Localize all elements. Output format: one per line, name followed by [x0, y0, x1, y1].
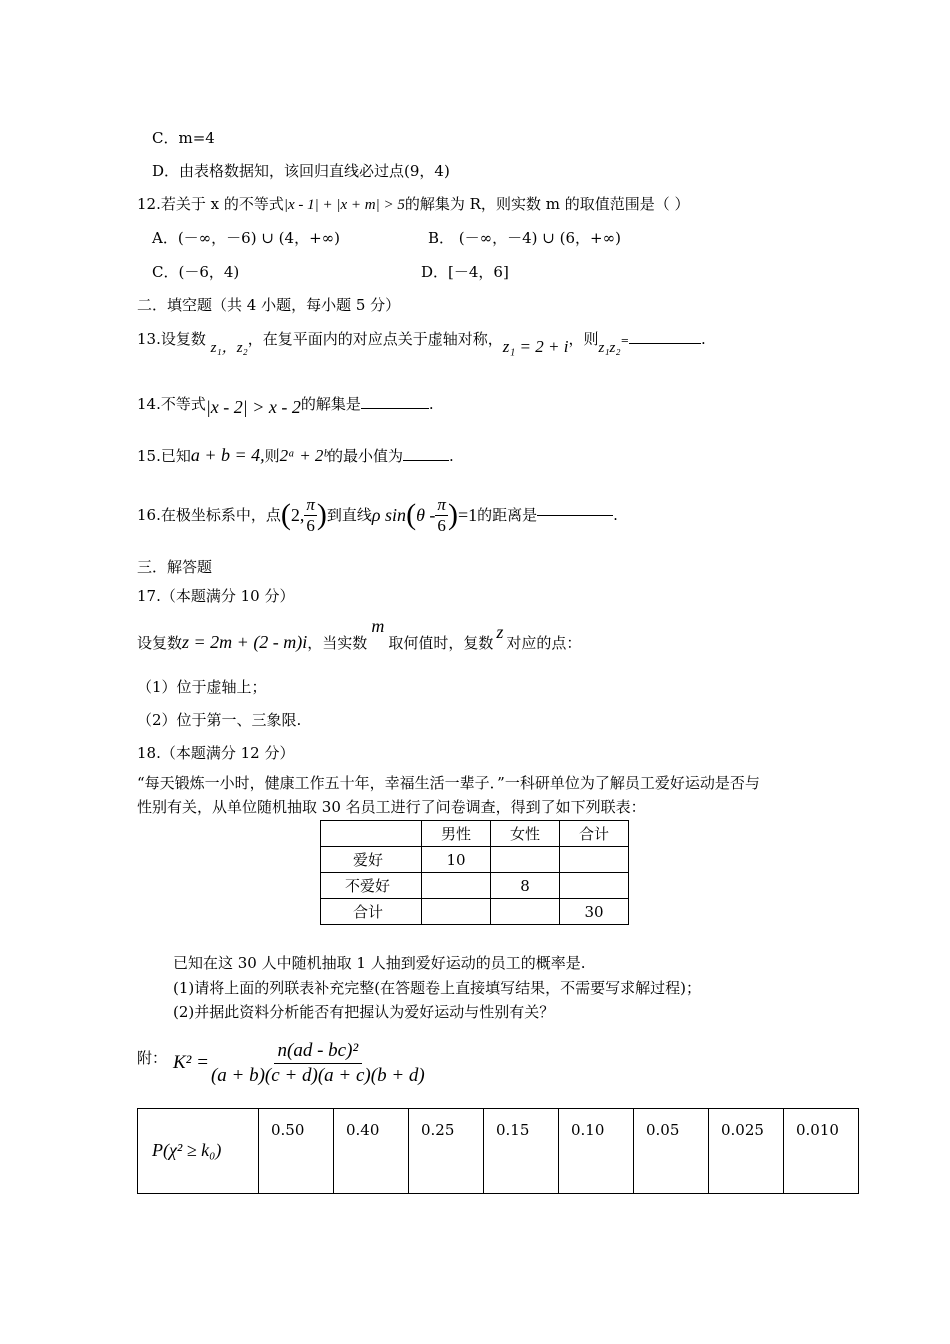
- q16-right-paren: ): [316, 498, 327, 531]
- table-cell: [560, 847, 629, 873]
- q16-left-paren: (: [280, 498, 291, 531]
- q16-theta: θ -: [416, 505, 436, 525]
- p-value-cell: 0.010: [784, 1109, 859, 1194]
- table-row: [138, 1109, 859, 1194]
- q18-header: 18.（本题满分 12 分）: [137, 744, 295, 762]
- q16-angle-fraction: [304, 495, 317, 536]
- table-cell: [491, 847, 560, 873]
- q17-mid3: 对应的点：: [506, 634, 582, 652]
- q16-stem: 16.在极坐标系中，点(2, $\frac{\pi}{6}$ )到直线ρ sin(θ - $\frac{\pi}{6}$ )=1的距离是 .: [137, 494, 618, 535]
- table-header-cell: [321, 821, 422, 847]
- critical-value-table: [137, 1108, 859, 1194]
- q17-z-expression: z = 2m + (2 - m)i: [182, 632, 308, 652]
- table-header-row: [321, 821, 629, 847]
- table-cell: 不爱好: [321, 873, 422, 899]
- section-solve-heading: 三．解答题: [137, 558, 213, 576]
- q16-answer-blank: [537, 515, 613, 516]
- q18-text5: (2)并据此资料分析能否有把握认为爱好运动与性别有关？: [173, 1003, 555, 1021]
- table-header-cell: 女性: [491, 821, 560, 847]
- q12-option-b: B． (－∞，－4) ∪ (6，+∞): [428, 229, 621, 247]
- q18-text4: (1)请将上面的列联表补充完整(在答题卷上直接填写结果，不需要写求解过程)；: [173, 979, 701, 997]
- q15-then: 则: [264, 447, 280, 465]
- p-header-cell: P(χ² ≥ k₀): [138, 1109, 259, 1194]
- q15-answer-blank: [403, 460, 449, 461]
- q16-line-left-paren: (: [406, 498, 417, 531]
- q15-stem: 15.已知a + b = 4,则2ᵃ + 2ᵇ的最小值为 .: [137, 445, 454, 465]
- table-cell: [422, 899, 491, 925]
- q14-expression: |x - 2| > x - 2: [205, 397, 301, 417]
- k2-symbol: K² =: [173, 1052, 209, 1073]
- table-cell: [491, 899, 560, 925]
- q16-line-pre: ρ sin: [371, 505, 407, 525]
- q16-pi: π: [306, 494, 315, 514]
- q16-middle: 到直线: [326, 506, 372, 524]
- q13-given: z₁ = 2 + i: [502, 337, 569, 356]
- q12-stem: [137, 194, 689, 215]
- q13-z1-z2: z₁，z₂: [210, 340, 248, 356]
- q13-stem: 13.设复数 z₁，z₂，在复平面内的对应点关于虚轴对称，z₁ = 2 + i，则z₁z₂= .: [137, 330, 706, 356]
- table-header-cell: 合计: [560, 821, 629, 847]
- k2-denominator: (a + b)(c + d)(a + c)(b + d): [210, 1064, 425, 1086]
- q15-expression: 2ᵃ + 2ᵇ: [279, 446, 328, 465]
- q17-header: 17.（本题满分 10 分）: [137, 587, 295, 605]
- q17-part1: （1）位于虚轴上；: [137, 678, 267, 696]
- q14-prefix: 14.不等式: [137, 395, 206, 413]
- q12-option-d: D．[－4，6]: [421, 263, 509, 281]
- q12-expression: |x - 1| + |x + m| > 5: [283, 197, 405, 213]
- p-value-cell: 0.50: [259, 1109, 334, 1194]
- q17-z: z: [496, 622, 504, 642]
- q16-line-post: =1: [457, 505, 478, 525]
- q17-prefix: 设复数: [137, 634, 183, 652]
- q15-condition: a + b = 4,: [190, 445, 265, 465]
- q16-six: 6: [306, 515, 315, 535]
- table-header-cell: 男性: [422, 821, 491, 847]
- table-row: [321, 899, 629, 925]
- q14-stem: 14.不等式|x - 2| > x - 2的解集是 .: [137, 395, 434, 417]
- p-value-cell: 0.25: [409, 1109, 484, 1194]
- table-cell: 10: [422, 847, 491, 873]
- k2-numerator: n(ad - bc)²: [274, 1039, 363, 1064]
- q18-text1: “每天锻炼一小时，健康工作五十年，幸福生活一辈子．”一科研单位为了解员工爱好运动是否与: [137, 774, 760, 792]
- q16-line-six: 6: [437, 515, 446, 535]
- q17-stem: [137, 616, 582, 653]
- table-cell: 30: [560, 899, 629, 925]
- p-value-cell: 0.40: [334, 1109, 409, 1194]
- q12-option-c: C．(－6，4): [152, 263, 240, 281]
- q13-then: ，则: [568, 330, 599, 348]
- q12-suffix: 的解集为 R，则实数 m 的取值范围是（ ）: [404, 195, 690, 213]
- q16-suffix: 的距离是: [477, 506, 538, 524]
- q16-line-pi: π: [437, 494, 446, 514]
- table-cell: 爱好: [321, 847, 422, 873]
- table-cell: 合计: [321, 899, 422, 925]
- q16-point-r: 2,: [290, 505, 305, 525]
- q15-prefix: 15.已知: [137, 447, 191, 465]
- p-value-cell: 0.10: [559, 1109, 634, 1194]
- q13-prefix: 13.设复数: [137, 330, 206, 348]
- q16-line-right-paren: ): [447, 498, 458, 531]
- q11-option-d: D．由表格数据知，该回归直线必过点(9，4): [152, 162, 450, 180]
- chi-square-formula: [173, 1036, 427, 1088]
- q17-m: m: [371, 616, 385, 636]
- q16-prefix: 16.在极坐标系中，点: [137, 506, 281, 524]
- q13-equals: =: [620, 336, 629, 347]
- contingency-table: [320, 820, 629, 925]
- table-row: [321, 873, 629, 899]
- p-value-cell: 0.15: [484, 1109, 559, 1194]
- q17-part2: （2）位于第一、三象限.: [137, 711, 302, 729]
- table-cell: 8: [491, 873, 560, 899]
- q12-prefix: 12.若关于 x 的不等式: [137, 195, 284, 213]
- q14-answer-blank: [361, 408, 429, 409]
- section-fill-in-heading: 二．填空题（共 4 小题，每小题 5 分）: [137, 296, 401, 314]
- q11-option-c: C．m=4: [152, 129, 215, 147]
- q13-answer-blank: [629, 343, 701, 344]
- q13-product: z₁z₂: [598, 340, 621, 356]
- q17-mid1: ，当实数: [307, 634, 368, 652]
- q14-suffix: 的解集是: [300, 395, 361, 413]
- appendix-label: 附：: [137, 1049, 168, 1067]
- k2-fraction: [209, 1039, 427, 1088]
- p-value-cell: 0.025: [709, 1109, 784, 1194]
- table-cell: [422, 873, 491, 899]
- q17-mid2: 取何值时，复数: [388, 634, 494, 652]
- q18-text2: 性别有关，从单位随机抽取 30 名员工进行了问卷调查，得到了如下列联表：: [137, 798, 646, 816]
- q18-text3: 已知在这 30 人中随机抽取 1 人抽到爱好运动的员工的概率是.: [173, 954, 586, 972]
- q12-option-a: A．(－∞，－6) ∪ (4，+∞): [152, 229, 340, 247]
- q13-middle: ，在复平面内的对应点关于虚轴对称，: [247, 330, 503, 348]
- p-value-cell: 0.05: [634, 1109, 709, 1194]
- table-cell: [560, 873, 629, 899]
- q15-suffix: 的最小值为: [328, 447, 404, 465]
- q16-line-fraction: [435, 495, 448, 536]
- table-row: [321, 847, 629, 873]
